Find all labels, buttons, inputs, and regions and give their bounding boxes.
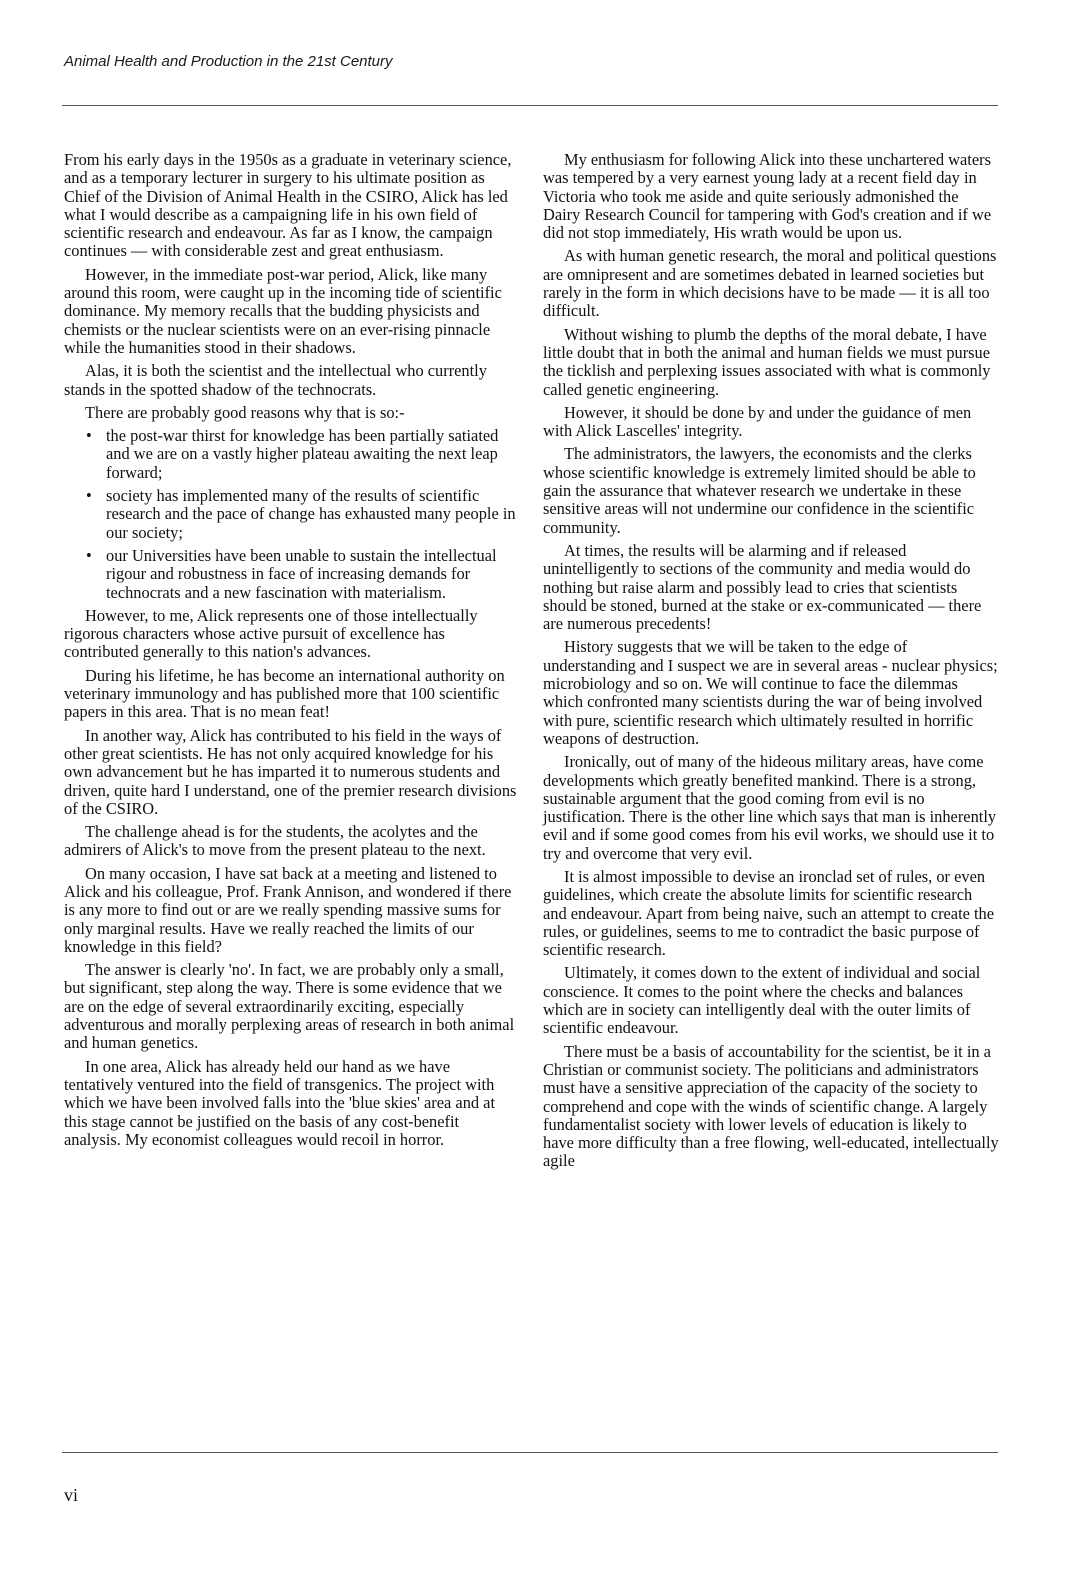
body-paragraph: However, in the immediate post-war period, Alick, like many around this room, were caught up in the incoming tide of scientific dominance. My memory recalls that the budding physicists and chemists or the nuclear scientists were on an ever-rising pinnacle while the humanities stood in their shadows. [64, 264, 502, 357]
body-paragraph: There must be a basis of accountability for the scientist, be it in a Christian or communist society. The politicians and administrators must have a sensitive appreciation of the capacity of the society to comprehend and cope with the winds of scientific change. A largely fundamentalist society with lower levels of education is likely to have more difficulty than a free flowing, well-educated, intellectually agile [543, 1041, 999, 1171]
header-rule [62, 105, 998, 106]
body-paragraph: During his lifetime, he has become an international authority on veterinary immunology and has published more that 100 scientific papers in this area. That is no mean feat! [64, 665, 505, 722]
bullet-item [64, 427, 520, 482]
bullet-icon: • [86, 426, 92, 446]
bullet-icon: • [86, 486, 92, 506]
bullet-list [64, 427, 520, 602]
body-paragraph: My enthusiasm for following Alick into these unchartered waters was tempered by a very earnest young lady at a recent field day in Victoria who took me aside and quite seriously admonished the Dairy Research Council for tampering with God's creation and if we did not stop immediately, His wrath would be upon us. [543, 150, 992, 243]
running-title: Animal Health and Production in the 21st Century [64, 53, 393, 70]
bullet-text: our Universities have been unable to sustain the intellectual rigour and robustness in face of increasing demands for technocrats and a new fascination with materialism. [106, 545, 497, 602]
body-paragraph: At times, the results will be alarming and if released unintelligently to sections of the community and media would do nothing but raise alarm and possibly lead to cries that scientists should be stoned, burned at the stake or ex-communicated — there are numerous precedents! [543, 540, 982, 634]
body-paragraph: The answer is clearly 'no'. In fact, we are probably only a small, but significant, step along the way. There is some evidence that we are on the edge of several extraordinarily exciting, especially adventurous and morally perplexing areas of research in both animal and human genetics. [64, 960, 515, 1053]
body-paragraph: Ultimately, it comes down to the extent of individual and social conscience. It comes to the point where the checks and balances which are in society can intelligently deal with the outer limits of scientific endeavour. [543, 963, 981, 1038]
bullet-text: society has implemented many of the results of scientific research and the pace of change has exhausted many people in our society; [106, 486, 516, 542]
body-paragraph: However, it should be done by and under the guidance of men with Alick Lascelles' integrity. [543, 402, 972, 441]
body-paragraph: There are probably good reasons why that is so:- [85, 402, 405, 422]
body-paragraph: It is almost impossible to devise an ironclad set of rules, or even guidelines, which create the absolute limits for scientific research and endeavour. Apart from being naive, such an attempt to create the rules, or guidelines, seems to me to contradict the basic purpose of scientific research. [543, 866, 995, 960]
footer-rule [62, 1452, 998, 1453]
bullet-item [64, 547, 520, 602]
body-paragraph: From his early days in the 1950s as a graduate in veterinary science, and as a temporary lecturer in surgery to his ultimate position as Chief of the Division of Animal Health in the CSIRO, Alick has led what I would describe as a campaigning life in his own field of scientific research and endeavour. As far as I know, the campaign continues — with considerable zest and great enthusiasm. [64, 150, 512, 261]
body-paragraph: History suggests that we will be taken to the edge of understanding and I suspect we are in several areas - nuclear physics; microbiology and so on. We will continue to face the dilemmas which confronted many scientists during the war of being involved with pure, scientific research which ultimately resulted in horrific weapons of destruction. [543, 637, 998, 748]
bullet-item [64, 487, 520, 542]
bullet-icon: • [86, 545, 92, 565]
body-paragraph: Alas, it is both the scientist and the intellectual who currently stands in the spotted shadow of the technocrats. [64, 361, 487, 399]
bullet-text: the post-war thirst for knowledge has been partially satiated and we are on a vastly higher plateau awaiting the next leap forward; [106, 426, 499, 482]
body-paragraph: Ironically, out of many of the hideous military areas, have come developments which greatly benefited mankind. There is a strong, sustainable argument that the good coming from evil is no justification. There is the other line which says that man is inherently evil and if some good comes from his evil works, we should use it to try and overcome that very evil. [543, 752, 997, 863]
page-number: vi [64, 1485, 79, 1505]
body-paragraph: Without wishing to plumb the depths of the moral debate, I have little doubt that in both the animal and human fields we must pursue the ticklish and perplexing issues associated with what is commonly called genetic engineering. [543, 324, 991, 399]
body-paragraph: The administrators, the lawyers, the economists and the clerks whose scientific knowledge is extremely limited should be able to gain the assurance that whatever research we undertake in these sensitive areas will not undermine our confidence in the scientific community. [543, 444, 976, 537]
body-paragraph: In another way, Alick has contributed to his field in the ways of other great scientists. He has not only acquired knowledge for his own advancement but he has imparted it to numerous students and driven, quite hard I understand, one of the premier research divisions of the CSIRO. [64, 725, 517, 818]
left-column [64, 151, 520, 1154]
right-column [543, 151, 999, 1176]
body-paragraph: As with human genetic research, the moral and political questions are omnipresent and are sometimes debated in learned societies but rarely in the form in which decisions have to be made — it is all too difficult. [543, 246, 997, 321]
body-paragraph: The challenge ahead is for the students, the acolytes and the admirers of Alick's to move from the present plateau to the next. [64, 822, 486, 860]
body-paragraph: In one area, Alick has already held our hand as we have tentatively ventured into the field of transgenics. The project with which we have been involved falls into the 'blue skies' area and at this stage cannot be justified on the basis of any cost-benefit analysis. My economist colleagues would recoil in horror. [64, 1056, 496, 1149]
body-paragraph: However, to me, Alick represents one of those intellectually rigorous characters whose active pursuit of excellence has contributed generally to this nation's advances. [64, 605, 478, 662]
body-paragraph: On many occasion, I have sat back at a meeting and listened to Alick and his colleague, Prof. Frank Annison, and wondered if there is any more to find out or are we really spending massive sums for only marginal results. Have we really reached the limits of our knowledge in this field? [64, 863, 512, 956]
